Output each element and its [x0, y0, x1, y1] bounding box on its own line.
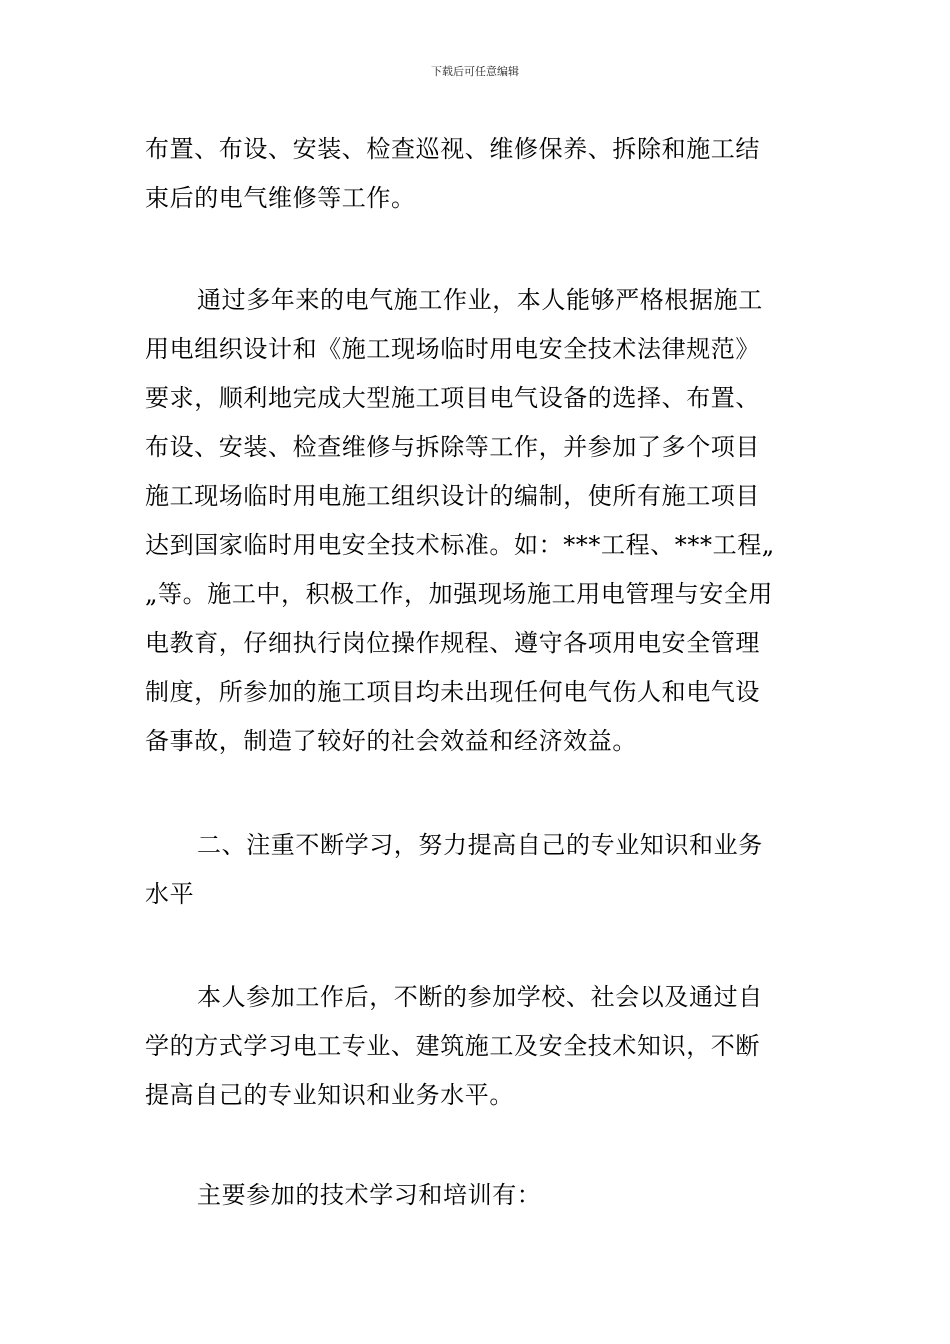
text-line: 备事故，制造了较好的社会效益和经济效益。 — [145, 727, 637, 755]
text-line: 水平 — [145, 880, 195, 908]
paragraph-electrical-work — [145, 276, 815, 766]
text-line: 要求，顺利地完成大型施工项目电气设备的选择、布置、 — [145, 384, 760, 412]
text-line: 制度，所参加的施工项目均未出现任何电气伤人和电气设 — [145, 678, 760, 706]
section-heading-two — [145, 821, 815, 919]
text-line: 本人参加工作后，不断的参加学校、社会以及通过自 — [197, 983, 763, 1011]
text-line: 二、注重不断学习，努力提高自己的专业知识和业务 — [197, 831, 763, 859]
paragraph-continuation — [145, 125, 815, 223]
text-line: 学的方式学习电工专业、建筑施工及安全技术知识，不断 — [145, 1032, 760, 1060]
text-line: „等。施工中，积极工作，加强现场施工用电管理与安全用 — [145, 580, 774, 608]
paragraph-training-intro — [145, 1171, 815, 1220]
text-line: 布置、布设、安装、检查巡视、维修保养、拆除和施工结 — [145, 135, 760, 163]
text-line: 用电组织设计和《施工现场临时用电安全技术法律规范》 — [145, 335, 760, 363]
text-line: 施工现场临时用电施工组织设计的编制，使所有施工项目 — [145, 482, 760, 510]
text-line: 布设、安装、检查维修与拆除等工作，并参加了多个项目 — [145, 433, 760, 461]
text-line: 电教育，仔细执行岗位操作规程、遵守各项用电安全管理 — [145, 629, 760, 657]
text-line: 达到国家临时用电安全技术标准。如：***工程、***工程„ — [145, 531, 775, 559]
text-line: 束后的电气维修等工作。 — [145, 184, 416, 212]
text-line: 提高自己的专业知识和业务水平。 — [145, 1081, 514, 1109]
paragraph-study — [145, 973, 815, 1120]
page-header-note: 下载后可任意编辑 — [431, 65, 519, 78]
text-line: 主要参加的技术学习和培训有： — [197, 1181, 542, 1209]
text-line: 通过多年来的电气施工作业，本人能够严格根据施工 — [197, 286, 763, 314]
